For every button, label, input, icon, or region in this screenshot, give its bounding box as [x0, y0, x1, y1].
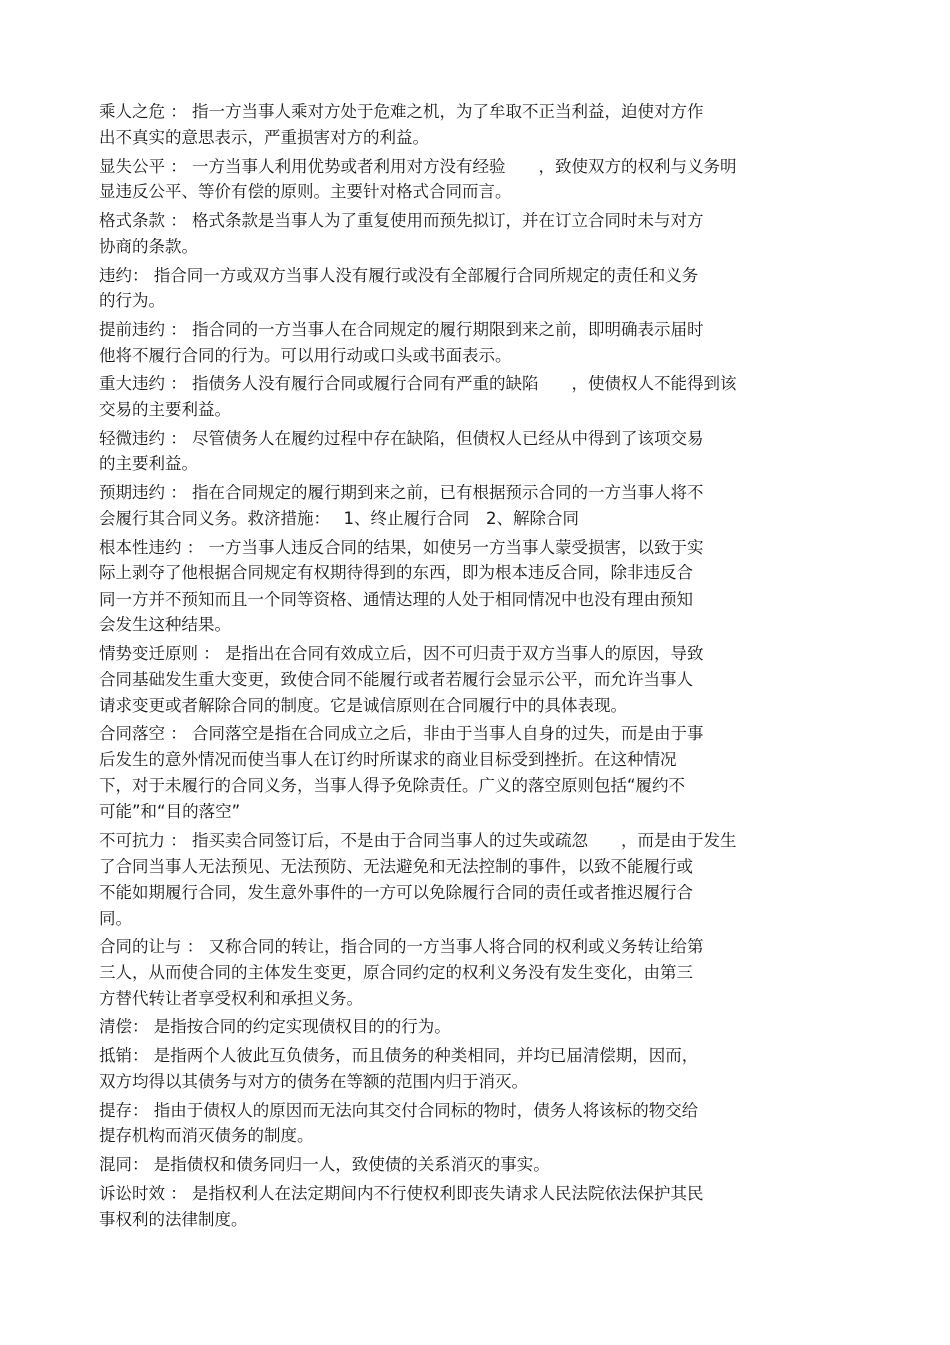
text-line: 后发生的意外情况而使当事人在订约时所谋求的商业目标受到挫折。在这种情况: [99, 750, 677, 769]
text-line: 提存： 指由于债权人的原因而无法向其交付合同标的物时，债务人将该标的物交给: [99, 1101, 699, 1120]
text-line: 双方均得以其债务与对方的债务在等额的范围内归于消灭。: [99, 1072, 528, 1091]
text-line: 请求变更或者解除合同的制度。它是诚信原则在合同履行中的具体表现。: [99, 696, 627, 715]
text-line: 抵销： 是指两个人彼此互负债务，而且债务的种类相同，并均已届清偿期，因而，: [99, 1046, 699, 1065]
text-line: 的行为。: [99, 291, 165, 310]
text-line: 合同的让与 ： 又称合同的转让，指合同的一方当事人将合同的权利或义务转让给第: [99, 937, 704, 956]
text-line: 情势变迁原则 ： 是指出在合同有效成立后，因不可归责于双方当事人的原因，导致: [99, 644, 704, 663]
text-line: 格式条款 ： 格式条款是当事人为了重复使用而预先拟订，并在订立合同时未与对方: [99, 211, 704, 230]
text-line: 不可抗力 ： 指买卖合同签订后，不是由于合同当事人的过失或疏忽 ，而是由于发生: [99, 831, 737, 850]
text-line: 出不真实的意思表示，严重损害对方的利益。: [99, 128, 429, 147]
text-line: 显失公平 ： 一方当事人利用优势或者利用对方没有经验 ，致使双方的权利与义务明: [99, 157, 737, 176]
text-line: 际上剥夺了他根据合同规定有权期待得到的东西，即为根本违反合同，除非违反合: [99, 563, 693, 582]
text-line: 他将不履行合同的行为。可以用行动或口头或书面表示。: [99, 346, 512, 365]
text-line: 诉讼时效 ： 是指权利人在法定期间内不行使权利即丧失请求人民法院依法保护其民: [99, 1184, 704, 1203]
text-line: 根本性违约 ： 一方当事人违反合同的结果，如使另一方当事人蒙受损害，以致于实: [99, 538, 704, 557]
text-line: 交易的主要利益。: [99, 400, 231, 419]
text-line: 违约： 指合同一方或双方当事人没有履行或没有全部履行合同所规定的责任和义务: [99, 266, 699, 285]
text-line: 事权利的法律制度。: [99, 1210, 248, 1229]
text-line: 三人，从而使合同的主体发生变更，原合同约定的权利义务没有发生变化，由第三: [99, 963, 693, 982]
text-line: 了合同当事人无法预见、无法预防、无法避免和无法控制的事件，以致不能履行或: [99, 857, 693, 876]
text-line: 方替代转让者享受权利和承担义务。: [99, 989, 363, 1008]
text-line: 重大违约 ： 指债务人没有履行合同或履行合同有严重的缺陷 ，使债权人不能得到该: [99, 374, 737, 393]
text-line: 提存机构而消灭债务的制度。: [99, 1126, 314, 1145]
text-line: 显违反公平、等价有偿的原则。主要针对格式合同而言。: [99, 182, 512, 201]
text-line: 预期违约 ： 指在合同规定的履行期到来之前，已有根据预示合同的一方当事人将不: [99, 483, 704, 502]
text-line: 合同基础发生重大变更，致使合同不能履行或者若履行会显示公平，而允许当事人: [99, 670, 693, 689]
text-line: 同一方并不预知而且一个同等资格、通情达理的人处于相同情况中也没有理由预知: [99, 590, 693, 609]
text-line: 同。: [99, 909, 132, 928]
text-line: 轻微违约 ： 尽管债务人在履约过程中存在缺陷，但债权人已经从中得到了该项交易: [99, 429, 704, 448]
text-line: 会发生这种结果。: [99, 615, 231, 634]
text-line: 清偿： 是指按合同的约定实现债权目的的行为。: [99, 1017, 451, 1036]
text-line: 乘人之危 ： 指一方当事人乘对方处于危难之机，为了牟取不正当利益，迫使对方作: [99, 102, 704, 121]
text-line: 协商的条款。: [99, 237, 198, 256]
text-line: 不能如期履行合同，发生意外事件的一方可以免除履行合同的责任或者推迟履行合: [99, 883, 693, 902]
text-line: 可能”和“目的落空”: [99, 802, 241, 821]
text-line: 合同落空 ： 合同落空是指在合同成立之后，非由于当事人自身的过失，而是由于事: [99, 724, 704, 743]
text-line: 会履行其合同义务。救济措施： 1、终止履行合同 2、解除合同: [99, 509, 579, 528]
text-line: 提前违约 ： 指合同的一方当事人在合同规定的履行期限到来之前，即明确表示届时: [99, 320, 704, 339]
text-line: 下，对于未履行的合同义务，当事人得予免除责任。广义的落空原则包括“履约不: [99, 776, 686, 795]
text-line: 混同： 是指债权和债务同归一人，致使债的关系消灭的事实。: [99, 1155, 550, 1174]
text-line: 的主要利益。: [99, 454, 198, 473]
